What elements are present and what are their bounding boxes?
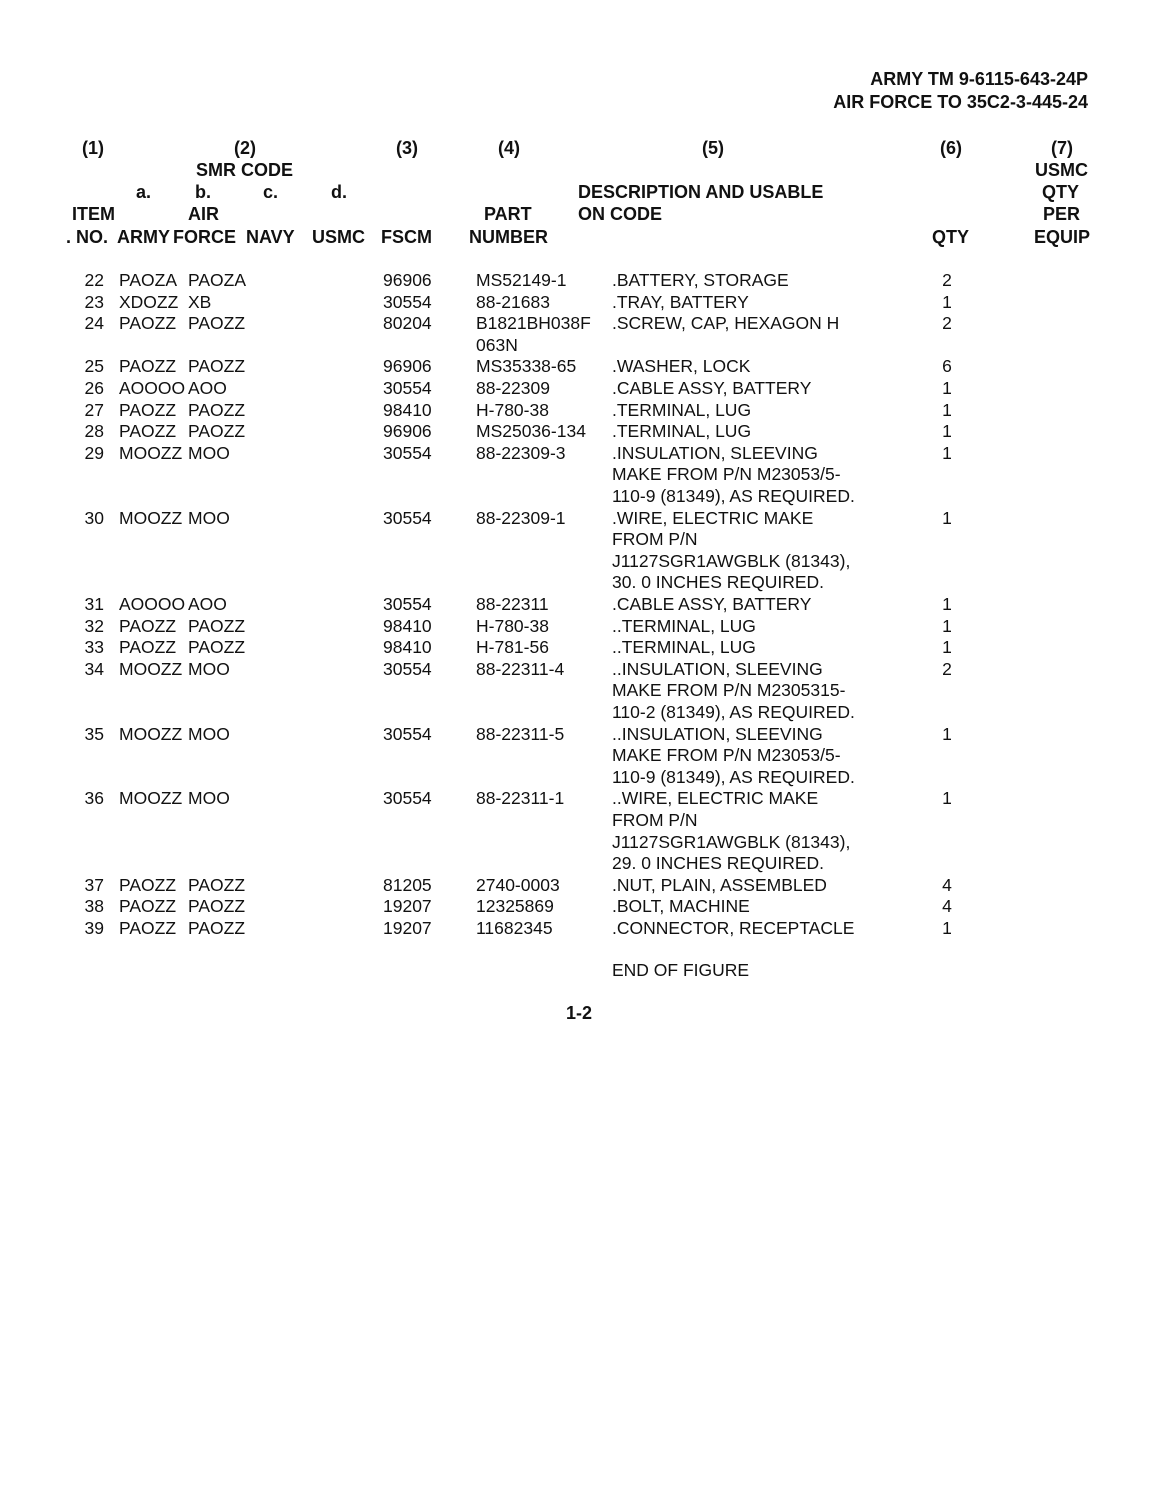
part-number: H-781-56 [476,637,549,658]
table-row [0,313,1156,356]
description: J1127SGR1AWGBLK (81343), [612,831,851,852]
smr-army: PAOZZ [119,896,177,917]
army-label: ARMY [117,227,170,247]
usmc-qty-label-2: QTY [1042,182,1080,202]
table-row [0,508,1156,594]
part-number: 88-22309 [476,378,550,398]
smr-army: MOOZZ [119,442,183,463]
table-row [0,270,1156,292]
col-num-6: (6) [940,138,962,158]
part-number: MS52149-1 [476,270,567,290]
quantity: 1 [942,918,952,938]
item-number: 22 [84,270,104,290]
smr-air-force: AOO [188,378,227,398]
smr-army: MOOZZ [119,658,183,679]
smr-army: MOOZZ [119,507,183,528]
smr-air-force: PAOZZ [188,313,246,334]
quantity: 1 [942,615,952,636]
description: 30. 0 INCHES REQUIRED. [612,572,824,593]
col-num-7: (7) [1051,138,1073,158]
description: 29. 0 INCHES REQUIRED. [612,853,824,874]
fscm-code: 98410 [383,399,432,420]
item-number: 32 [84,615,104,636]
item-number: 33 [84,637,104,658]
item-number: 34 [84,658,104,679]
smr-air-force: MOO [188,507,230,528]
item-label: ITEM [72,204,115,224]
fscm-code: 98410 [383,615,432,636]
part-number: 88-22309-1 [476,507,566,528]
fscm-code: 19207 [383,896,432,917]
smr-army: PAOZZ [119,615,177,636]
smr-air-force: MOO [188,723,230,744]
description: .CONNECTOR, RECEPTACLE [612,918,855,938]
usmc-qty-label: USMC [1035,160,1088,180]
part-number: 12325869 [476,896,554,917]
description: J1127SGR1AWGBLK (81343), [612,550,851,571]
qty-label: QTY [932,227,970,247]
smr-air-force: PAOZA [188,270,247,290]
description: MAKE FROM P/N M2305315- [612,680,846,701]
fscm-label: FSCM [381,227,432,247]
smr-code-label: SMR CODE [196,160,294,180]
description: .CABLE ASSY, BATTERY [612,378,812,398]
part-number: 88-21683 [476,291,550,312]
part-number: MS25036-134 [476,421,586,442]
fscm-code: 30554 [383,507,432,528]
air-label: AIR [188,204,219,224]
smr-air-force: MOO [188,788,230,809]
smr-army: AOOOO [119,594,186,614]
fscm-code: 30554 [383,788,432,809]
smr-army: XDOZZ [119,291,179,312]
part-number: 88-22311-1 [476,788,565,809]
fscm-code: 81205 [383,874,432,895]
item-number: 38 [84,896,104,917]
navy-label: NAVY [246,227,295,247]
smr-air-force: PAOZZ [188,918,246,938]
smr-air-force: PAOZZ [188,874,246,895]
number-label: NUMBER [469,227,548,247]
item-number: 29 [84,442,104,463]
item-number: 35 [84,723,104,744]
part-number: 88-22311-4 [476,658,565,679]
quantity: 1 [942,291,952,312]
description: .WIRE, ELECTRIC MAKE [612,507,814,528]
table-row [0,378,1156,400]
quantity: 1 [942,421,952,442]
col-num-5: (5) [702,138,724,158]
fscm-code: 30554 [383,442,432,463]
part-number: 88-22309-3 [476,442,566,463]
smr-sub-c: c. [263,182,279,202]
smr-air-force: PAOZZ [188,637,246,658]
quantity: 1 [942,723,952,744]
description: .BOLT, MACHINE [612,896,750,917]
description: FROM P/N [612,529,698,550]
smr-air-force: MOO [188,442,230,463]
item-number: 23 [84,291,104,312]
doc-header-army: ARMY TM 9-6115-643-24P [870,69,1088,89]
description-label-1: DESCRIPTION AND USABLE [578,182,824,202]
table-row [0,400,1156,422]
item-number: 30 [84,507,104,528]
smr-air-force: AOO [188,594,227,614]
description: MAKE FROM P/N M23053/5- [612,745,841,766]
table-row [0,875,1156,897]
item-number: 27 [84,399,104,420]
fscm-code: 30554 [383,658,432,679]
description: .CABLE ASSY, BATTERY [612,594,812,614]
smr-army: PAOZZ [119,874,177,895]
quantity: 2 [942,658,952,679]
part-number: 2740-0003 [476,874,560,895]
quantity: 2 [942,313,952,334]
col-num-2: (2) [234,138,256,158]
table-row [0,292,1156,314]
quantity: 4 [942,874,952,895]
part-number: 88-22311 [476,594,549,614]
part-number: 11682345 [476,918,553,938]
table-row [0,788,1156,874]
part-number: 88-22311-5 [476,723,565,744]
item-number: 39 [84,918,104,938]
description: .NUT, PLAIN, ASSEMBLED [612,874,827,895]
item-number: 24 [84,313,104,334]
description: 110-2 (81349), AS REQUIRED. [612,701,855,722]
smr-army: AOOOO [119,378,186,398]
table-row [0,724,1156,789]
item-number: 26 [84,378,104,398]
table-row [0,421,1156,443]
force-label: FORCE [173,227,236,247]
description: 110-9 (81349), AS REQUIRED. [612,766,855,787]
table-row [0,616,1156,638]
fscm-code: 96906 [383,421,432,442]
col-num-1: (1) [82,138,104,158]
quantity: 4 [942,896,952,917]
smr-army: PAOZZ [119,918,177,938]
description: .TRAY, BATTERY [612,291,749,312]
col-num-3: (3) [396,138,418,158]
table-row [0,918,1156,940]
quantity: 1 [942,507,952,528]
quantity: 2 [942,270,952,290]
part-number: MS35338-65 [476,356,577,377]
smr-air-force: PAOZZ [188,615,246,636]
smr-air-force: XB [188,291,212,312]
fscm-code: 98410 [383,637,432,658]
fscm-code: 96906 [383,270,432,290]
page-number: 1-2 [566,1003,593,1023]
description: .BATTERY, STORAGE [612,270,789,290]
description: .TERMINAL, LUG [612,399,752,420]
description: ..WIRE, ELECTRIC MAKE [612,788,819,809]
item-number: 36 [84,788,104,809]
description: .TERMINAL, LUG [612,421,752,442]
fscm-code: 30554 [383,594,432,614]
smr-air-force: PAOZZ [188,421,246,442]
table-row [0,659,1156,724]
usmc-label: USMC [312,227,365,247]
quantity: 1 [942,399,952,420]
part-number: 063N [476,334,518,355]
smr-army: PAOZZ [119,356,177,377]
description: .SCREW, CAP, HEXAGON H [612,313,840,334]
description: ..TERMINAL, LUG [612,637,756,658]
smr-air-force: PAOZZ [188,399,246,420]
quantity: 1 [942,442,952,463]
table-row [0,637,1156,659]
smr-army: PAOZA [119,270,178,290]
smr-air-force: MOO [188,658,230,679]
fscm-code: 30554 [383,378,432,398]
smr-army: MOOZZ [119,723,183,744]
smr-army: PAOZZ [119,637,177,658]
table-row [0,356,1156,378]
fscm-code: 30554 [383,723,432,744]
part-number: B1821BH038F [476,313,591,334]
col-num-4: (4) [498,138,520,158]
item-number: 25 [84,356,104,377]
smr-air-force: PAOZZ [188,896,246,917]
smr-army: PAOZZ [119,421,177,442]
smr-army: MOOZZ [119,788,183,809]
fscm-code: 96906 [383,356,432,377]
description: FROM P/N [612,809,698,830]
description: .WASHER, LOCK [612,356,751,377]
quantity: 1 [942,378,952,398]
item-number: 37 [84,874,104,895]
quantity: 6 [942,356,952,377]
smr-army: PAOZZ [119,313,177,334]
description: ..INSULATION, SLEEVING [612,723,823,744]
smr-sub-b: b. [195,182,211,202]
part-label: PART [484,204,532,224]
smr-sub-d: d. [331,182,347,202]
per-label: PER [1043,204,1081,224]
fscm-code: 19207 [383,918,432,938]
no-label: . NO. [66,227,109,247]
equip-label: EQUIP [1034,227,1091,247]
fscm-code: 30554 [383,291,432,312]
quantity: 1 [942,594,952,614]
doc-header-airforce: AIR FORCE TO 35C2-3-445-24 [833,92,1088,112]
table-row [0,594,1156,616]
item-number: 28 [84,421,104,442]
description: 110-9 (81349), AS REQUIRED. [612,485,855,506]
description: ..TERMINAL, LUG [612,615,756,636]
quantity: 1 [942,788,952,809]
description: MAKE FROM P/N M23053/5- [612,464,841,485]
quantity: 1 [942,637,952,658]
fscm-code: 80204 [383,313,432,334]
part-number: H-780-38 [476,399,549,420]
description-label-2: ON CODE [578,204,663,224]
smr-air-force: PAOZZ [188,356,246,377]
smr-army: PAOZZ [119,399,177,420]
item-number: 31 [84,594,104,614]
table-row [0,443,1156,508]
description: .INSULATION, SLEEVING [612,442,818,463]
part-number: H-780-38 [476,615,549,636]
end-of-figure: END OF FIGURE [612,960,750,980]
table-row [0,896,1156,918]
smr-sub-a: a. [136,182,152,202]
description: ..INSULATION, SLEEVING [612,658,823,679]
